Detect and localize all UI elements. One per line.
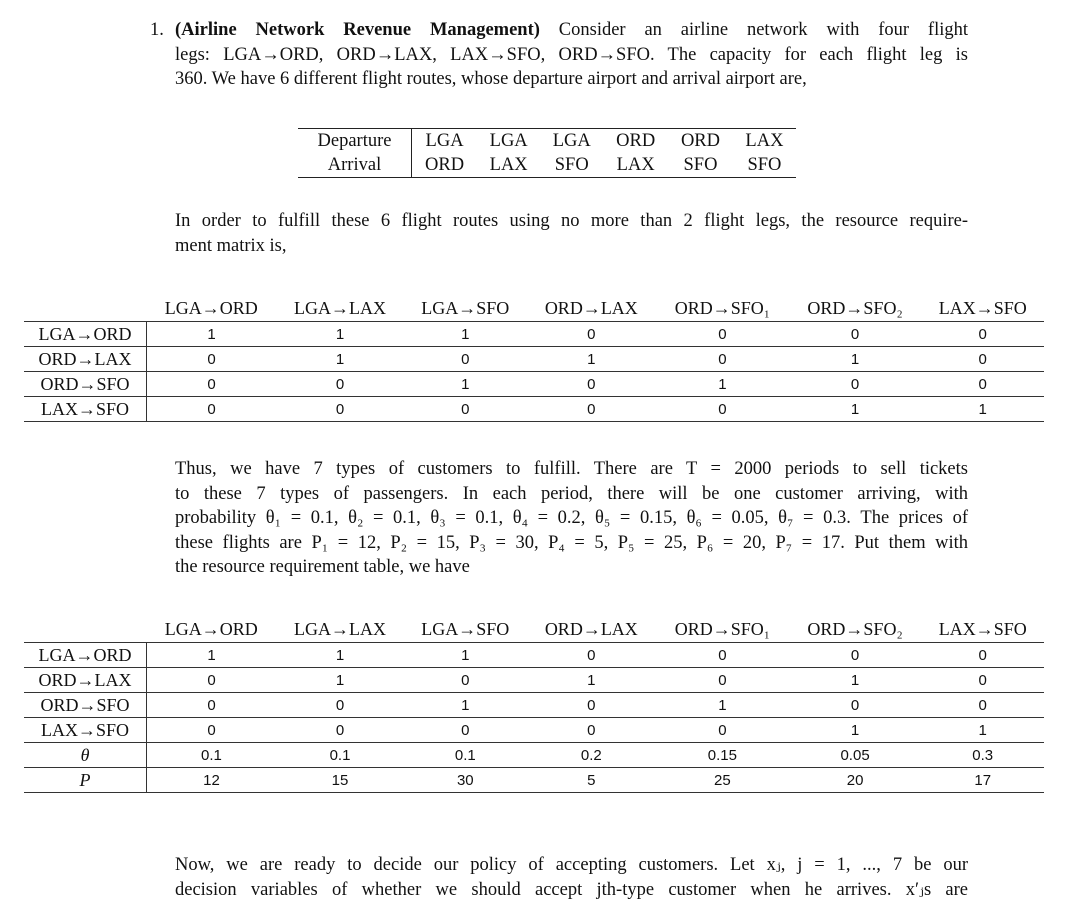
table-cell: 0: [921, 693, 1044, 718]
column-header: LAX→SFO: [921, 616, 1044, 643]
row-label: ORD→SFO: [24, 372, 147, 397]
table-cell: 1: [276, 668, 404, 693]
table-cell: 0: [147, 668, 276, 693]
resource-requirement-table: [24, 295, 1044, 422]
price-cell: 25: [656, 768, 789, 793]
column-header: LGA→LAX: [276, 616, 404, 643]
table-row: [24, 372, 1044, 397]
corner-cell: [24, 616, 147, 643]
table-cell: 0: [921, 643, 1044, 668]
table-cell: 1: [404, 372, 527, 397]
column-header: LGA→SFO: [404, 616, 527, 643]
corner-cell: [24, 295, 147, 322]
table-cell: 1: [789, 668, 922, 693]
table-cell: 0: [527, 322, 656, 347]
table-cell: 0: [276, 718, 404, 743]
arrival-row: [298, 153, 796, 178]
table-cell: 1: [656, 372, 789, 397]
para-line: the resource requirement table, we have: [175, 557, 470, 577]
table-cell: 0: [147, 347, 276, 372]
table-cell: 1: [404, 693, 527, 718]
row-label: LAX→SFO: [24, 718, 147, 743]
table-cell: 0: [789, 693, 922, 718]
intro-paragraph: [175, 18, 968, 92]
theta-cell: 0.3: [921, 743, 1044, 768]
column-header: LGA→SFO: [404, 295, 527, 322]
table-cell: 0: [656, 668, 789, 693]
table-cell: 1: [147, 322, 276, 347]
table-cell: 0: [921, 322, 1044, 347]
column-header: ORD→SFO₂: [789, 616, 922, 643]
column-header: LGA→ORD: [147, 616, 276, 643]
table-cell: 0: [527, 397, 656, 422]
column-header: ORD→SFO₁: [656, 616, 789, 643]
para-line: In order to fulfill these 6 flight routes using no more than 2 flight legs, the resource require-: [175, 211, 968, 231]
table-cell: 0: [147, 693, 276, 718]
theta-cell: 0.2: [527, 743, 656, 768]
arrival-cell: SFO: [683, 154, 718, 175]
table-cell: 0: [921, 372, 1044, 397]
table-cell: 0: [656, 347, 789, 372]
table-cell: 1: [921, 397, 1044, 422]
table-cell: 0: [789, 643, 922, 668]
table-cell: 1: [404, 322, 527, 347]
arrival-cell: SFO: [747, 154, 782, 175]
table-cell: 0: [147, 397, 276, 422]
table-cell: 0: [656, 643, 789, 668]
table-cell: 0: [527, 643, 656, 668]
departure-cell: LAX: [745, 130, 784, 151]
arrival-label: Arrival: [298, 153, 412, 178]
table-cell: 1: [527, 347, 656, 372]
table-cell: 1: [789, 397, 922, 422]
table-cell: 0: [527, 718, 656, 743]
departure-cell: LGA: [425, 130, 464, 151]
theta-label: θ: [24, 743, 147, 768]
table-row: [24, 668, 1044, 693]
resource-intro-paragraph: [175, 209, 968, 258]
price-cell: 30: [404, 768, 527, 793]
intro-line: 360. We have 6 different flight routes, whose departure airport and arrival airport are,: [175, 69, 807, 89]
column-header: LGA→ORD: [147, 295, 276, 322]
theta-cell: 0.1: [147, 743, 276, 768]
column-header: LGA→LAX: [276, 295, 404, 322]
table-cell: 1: [921, 718, 1044, 743]
price-row: [24, 768, 1044, 793]
departure-cell: LGA: [552, 130, 591, 151]
table-cell: 0: [527, 372, 656, 397]
full-requirement-table: [24, 616, 1044, 793]
price-cell: 5: [527, 768, 656, 793]
para-line: these flights are P₁ = 12, P₂ = 15, P₃ = 30, P₄ = 5, P₅ = 25, P₆ = 20, P₇ = 17. Put them with: [175, 532, 968, 553]
table-row: [24, 347, 1044, 372]
table-cell: 1: [527, 668, 656, 693]
table-cell: 1: [789, 718, 922, 743]
row-label: LGA→ORD: [24, 322, 147, 347]
decision-paragraph: [175, 853, 968, 902]
theta-cell: 0.1: [404, 743, 527, 768]
theta-cell: 0.1: [276, 743, 404, 768]
para-line: Thus, we have 7 types of customers to fulfill. There are T = 2000 periods to sell tickets: [175, 459, 968, 479]
row-label: ORD→LAX: [24, 668, 147, 693]
para-line: Now, we are ready to decide our policy of accepting customers. Let xⱼ, j = 1, ..., 7 be our: [175, 855, 968, 875]
table-cell: 0: [404, 668, 527, 693]
problem-number: 1.: [150, 20, 164, 40]
table-cell: 0: [276, 397, 404, 422]
table-cell: 0: [921, 347, 1044, 372]
table-header-row: [24, 616, 1044, 643]
intro-line: Consider an airline network with four flight: [539, 20, 968, 40]
table-cell: 0: [404, 718, 527, 743]
table-row: [24, 693, 1044, 718]
table-row: [24, 643, 1044, 668]
table-cell: 1: [276, 643, 404, 668]
column-header: ORD→SFO₂: [789, 295, 922, 322]
table-row: [24, 322, 1044, 347]
problem-title: (Airline Network Revenue Management): [175, 20, 540, 40]
table-cell: 0: [147, 718, 276, 743]
price-label: P: [24, 768, 147, 793]
column-header: ORD→SFO₁: [656, 295, 789, 322]
price-cell: 15: [276, 768, 404, 793]
departure-cell: ORD: [616, 130, 656, 151]
table-cell: 0: [789, 322, 922, 347]
customers-paragraph: [175, 457, 968, 580]
table-cell: 0: [527, 693, 656, 718]
table-cell: 1: [656, 693, 789, 718]
arrival-cell: LAX: [616, 154, 655, 175]
column-header: ORD→LAX: [527, 616, 656, 643]
table-cell: 1: [276, 347, 404, 372]
arrival-cell: LAX: [489, 154, 528, 175]
arrival-cell: ORD: [425, 154, 465, 175]
column-header: LAX→SFO: [921, 295, 1044, 322]
table-cell: 0: [656, 322, 789, 347]
table-cell: 1: [276, 322, 404, 347]
price-cell: 12: [147, 768, 276, 793]
row-label: LAX→SFO: [24, 397, 147, 422]
row-label: ORD→LAX: [24, 347, 147, 372]
table-row: [24, 718, 1044, 743]
table-cell: 0: [276, 372, 404, 397]
price-cell: 20: [789, 768, 922, 793]
table-cell: 1: [147, 643, 276, 668]
table-row: [24, 397, 1044, 422]
route-table: [298, 128, 796, 178]
departure-cell: LGA: [489, 130, 528, 151]
theta-cell: 0.15: [656, 743, 789, 768]
departure-cell: ORD: [680, 130, 720, 151]
price-cell: 17: [921, 768, 1044, 793]
column-header: ORD→LAX: [527, 295, 656, 322]
table-cell: 0: [921, 668, 1044, 693]
table-cell: 1: [404, 643, 527, 668]
table-header-row: [24, 295, 1044, 322]
theta-cell: 0.05: [789, 743, 922, 768]
table-cell: 0: [147, 372, 276, 397]
para-line: to these 7 types of passengers. In each period, there will be one customer arriving, with: [175, 483, 968, 504]
table-cell: 0: [789, 372, 922, 397]
table-cell: 0: [404, 347, 527, 372]
table-cell: 0: [656, 718, 789, 743]
table-cell: 0: [404, 397, 527, 422]
para-line: probability θ₁ = 0.1, θ₂ = 0.1, θ₃ = 0.1, θ₄ = 0.2, θ₅ = 0.15, θ₆ = 0.05, θ₇ = 0.3. The prices of: [175, 508, 968, 528]
departure-label: Departure: [298, 129, 412, 154]
arrival-cell: SFO: [554, 154, 589, 175]
para-line: ment matrix is,: [175, 235, 287, 256]
para-line: decision variables of whether we should accept jth-type customer when he arrives. x′ⱼs are: [175, 879, 968, 900]
table-cell: 0: [276, 693, 404, 718]
row-label: LGA→ORD: [24, 643, 147, 668]
theta-row: [24, 743, 1044, 768]
departure-row: [298, 129, 796, 154]
row-label: ORD→SFO: [24, 693, 147, 718]
table-cell: 1: [789, 347, 922, 372]
intro-line: legs: LGA→ORD, ORD→LAX, LAX→SFO, ORD→SFO. The capacity for each flight leg is: [175, 44, 968, 65]
table-cell: 0: [656, 397, 789, 422]
